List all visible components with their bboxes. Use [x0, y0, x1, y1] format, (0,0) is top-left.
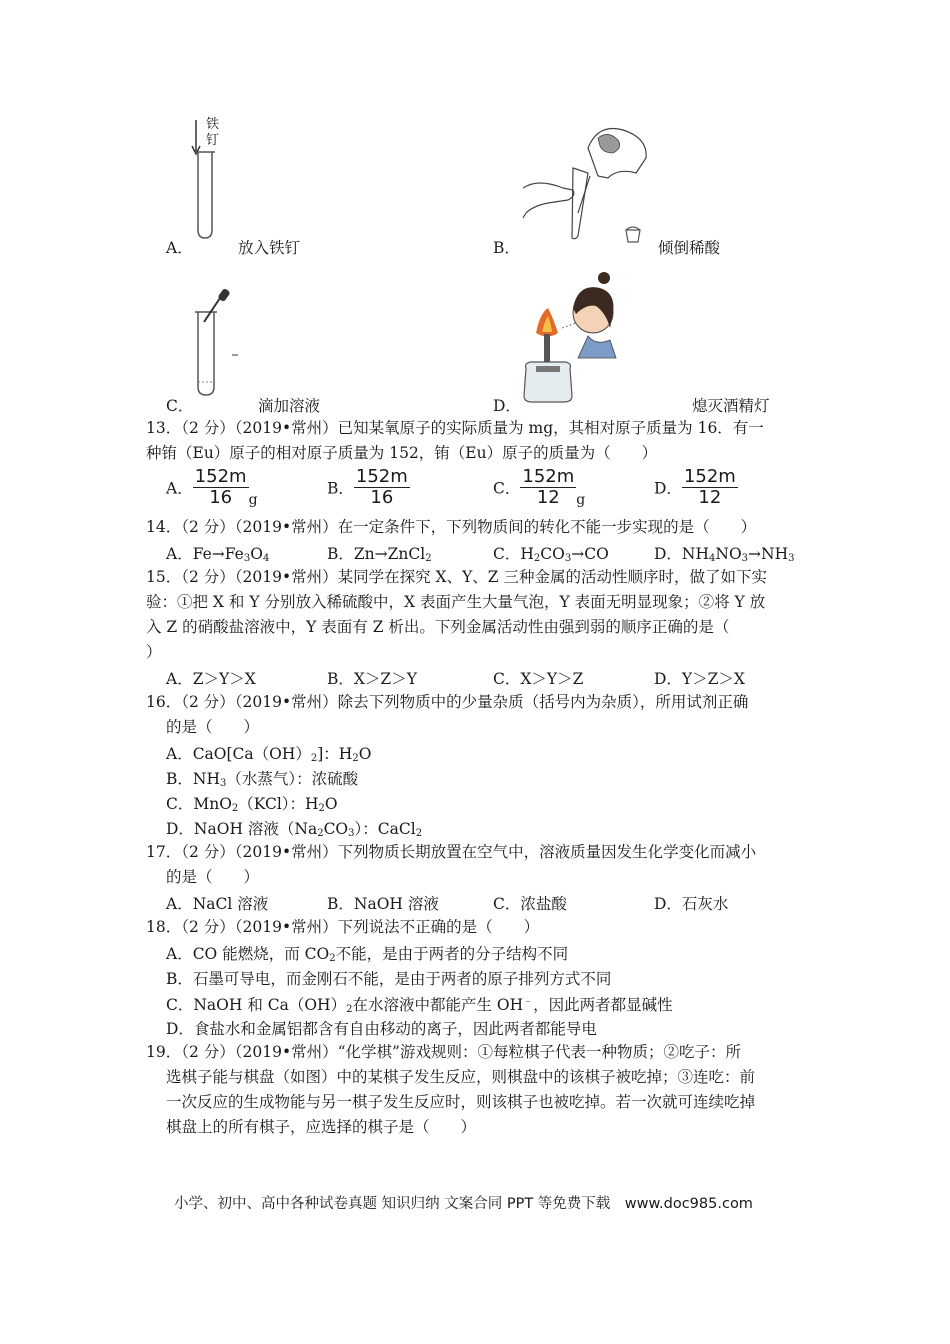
q14-option-b: B．Zn→ZnCl$_2$ — [327, 545, 432, 564]
q16-option-c: C．MnO$_2$（KCl）：$H_2O$ — [166, 795, 338, 814]
q18-option-b: B．石墨可导电，而金刚石不能，是由于两者的原子排列方式不同 — [166, 970, 612, 988]
q15-option-d: D．Y＞Z＞X — [654, 670, 745, 688]
q12-option-d-caption: 熄灭酒精灯 — [692, 397, 770, 415]
q17-option-d: D．石灰水 — [654, 895, 729, 913]
q15-option-a: A．Z＞Y＞X — [166, 670, 256, 688]
q15-stem-line3: 入 Z 的硝酸盐溶液中，Y 表面有 Z 析出。下列金属活动性由强到弱的顺序正确的是（ — [146, 618, 730, 636]
q17-option-b: B．NaOH 溶液 — [327, 895, 439, 913]
q16-option-a: A．$CaO[Ca(OH)_2]$：$H_2O$ — [166, 745, 372, 764]
pouring-acid-illustration — [518, 118, 668, 243]
q18-stem: 18．（2 分）（2019•常州）下列说法不正确的是（ ） — [146, 918, 540, 936]
q13-option-d: D． $\frac{152m}{12}$ — [654, 466, 736, 508]
q12-option-a-caption: 放入铁钉 — [238, 239, 301, 257]
q19-stem-line3: 一次反应的生成物能与另一棋子发生反应时，则该棋子也被吃掉。若一次就可连续吃掉 — [166, 1093, 756, 1111]
q17-stem-line2: 的是（ ） — [166, 868, 260, 886]
nail-label: 铁 钉 — [206, 117, 220, 148]
q15-stem-line1: 15．（2 分）（2019•常州）某同学在探究 X、Y、Z 三种金属的活动性顺序时，做了如下实 — [146, 568, 767, 586]
q15-option-c: C．X＞Y＞Z — [493, 670, 584, 688]
alcohol-lamp-girl-illustration — [518, 268, 628, 408]
q12-option-b-caption: 倾倒稀酸 — [658, 239, 721, 257]
q19-stem-line1: 19．（2 分）（2019•常州）“化学棋”游戏规则：①每粒棋子代表一种物质；②吃子：所 — [146, 1043, 741, 1061]
q17-option-c: C．浓盐酸 — [493, 895, 567, 913]
q12-option-c-letter: C． — [166, 397, 194, 415]
q13-option-b: B． $\frac{152m}{16}$ — [327, 466, 408, 508]
q12-option-a-letter: A． — [166, 239, 193, 257]
dropper-test-tube-illustration — [190, 287, 250, 397]
q19-stem-line2: 选棋子能与棋盘（如图）中的某棋子发生反应，则棋盘中的该棋子被吃掉；③连吃：前 — [166, 1068, 756, 1086]
q16-option-b: B．$NH_3$（水蒸气）：浓硫酸 — [166, 770, 359, 789]
page-footer: 小学、初中、高中各种试卷真题 知识归纳 文案合同 PPT 等免费下载 www.doc985.com — [174, 1196, 753, 1212]
q12-option-c-caption: 滴加溶液 — [258, 397, 321, 415]
q17-stem-line1: 17．（2 分）（2019•常州）下列物质长期放置在空气中，溶液质量因发生化学变化而减小 — [146, 843, 757, 861]
q17-option-a: A．NaCl 溶液 — [166, 895, 269, 913]
q16-stem-line1: 16．（2 分）（2019•常州）除去下列物质中的少量杂质（括号内为杂质），所用试剂正确 — [146, 693, 749, 711]
q14-option-d: D．$NH_4NO_3\to NH_3$ — [654, 545, 795, 564]
q15-stem-line4: ） — [146, 643, 162, 661]
q15-stem-line2: 验：①把 X 和 Y 分别放入稀硫酸中，X 表面产生大量气泡，Y 表面无明显现象；②将 Y 放 — [146, 593, 766, 611]
q15-option-b: B．X＞Z＞Y — [327, 670, 417, 688]
q18-option-d: D．食盐水和金属铝都含有自由移动的离子，因此两者都能导电 — [166, 1020, 597, 1038]
q14-option-c: C．$H_2CO_3\to CO$ — [493, 545, 609, 564]
q18-option-c: C．NaOH 和 $Ca(OH)_2$在水溶液中都能产生 OH﹣，因此两者都显碱性 — [166, 996, 673, 1016]
q16-option-d: D．NaOH 溶液$(Na_2CO_3)$：CaCl$_2$ — [166, 820, 423, 839]
q18-option-a: A．CO 能燃烧，而 $CO_2$不能，是由于两者的分子结构不同 — [166, 945, 569, 964]
q19-stem-line4: 棋盘上的所有棋子，应选择的棋子是（ ） — [166, 1118, 477, 1136]
q12-option-b-letter: B． — [493, 239, 520, 257]
q14-stem: 14．（2 分）（2019•常州）在一定条件下，下列物质间的转化不能一步实现的是（ ） — [146, 518, 757, 536]
q13-option-a: A． $\frac{152m}{16}$ g — [166, 466, 258, 508]
q13-stem-line1: 13．（2 分）（2019•常州）已知某氧原子的实际质量为 mg，其相对原子质量为 16．有一 — [146, 419, 764, 437]
q13-option-c: C． $\frac{152m}{12}$ g — [493, 466, 586, 508]
q12-option-d-letter: D． — [493, 397, 521, 415]
q13-stem-line2: 种铕（Eu）原子的相对原子质量为 152，铕（Eu）原子的质量为（ ） — [146, 444, 658, 462]
test-tube-nail-illustration — [190, 112, 250, 242]
q16-stem-line2: 的是（ ） — [166, 718, 260, 736]
q14-option-a: A．$Fe\to Fe_3O_4$ — [166, 545, 270, 564]
